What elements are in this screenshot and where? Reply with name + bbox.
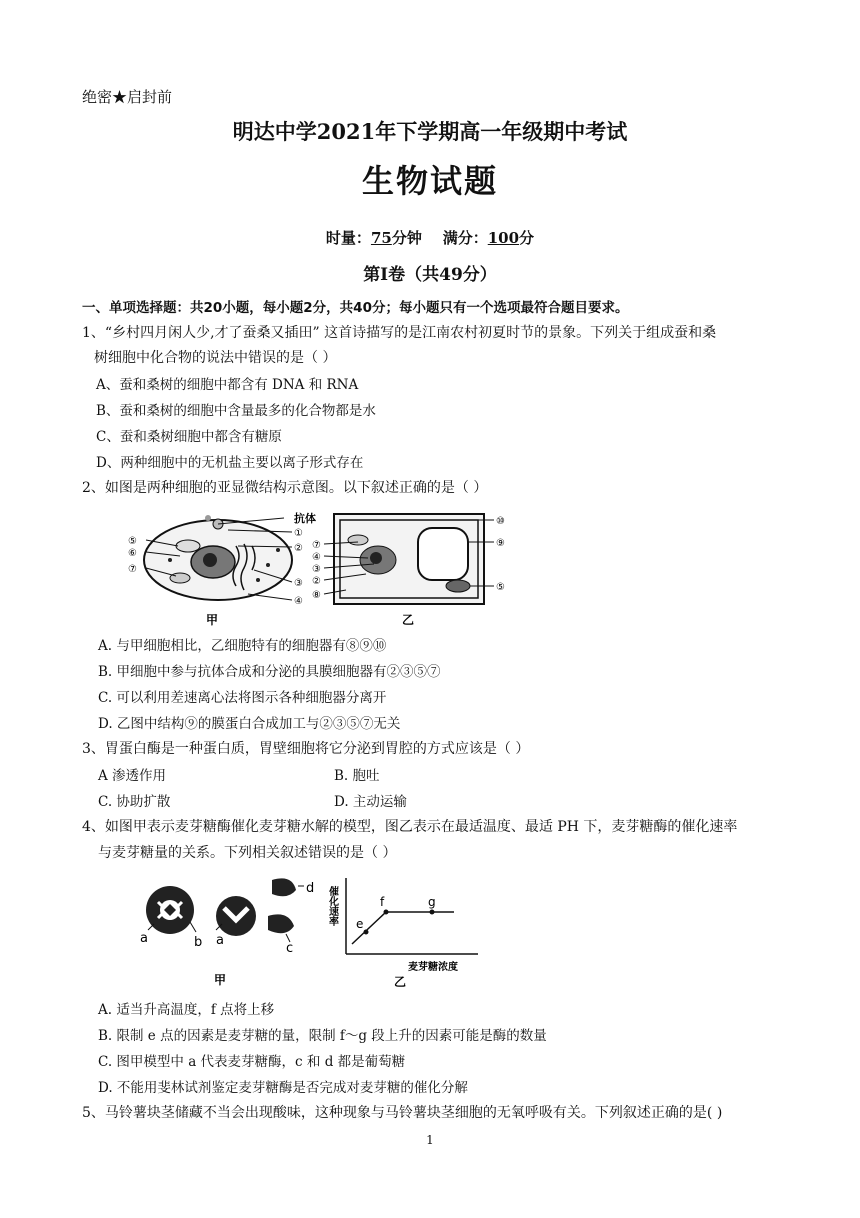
label-c: c (286, 941, 294, 956)
label-a-2: ② (294, 543, 303, 554)
time-label: 时量： (325, 229, 371, 247)
question-4-option-d: D. 不能用斐林试剂鉴定麦芽糖酶是否完成对麦芽糖的催化分解 (98, 1080, 468, 1096)
question-3-option-d: D. 主动运输 (334, 794, 407, 810)
question-3-option-b: B. 胞吐 (334, 768, 380, 784)
question-4-stem-line1: 4、如图甲表示麦芽糖酶催化麦芽糖水解的模型，图乙表示在最适温度、最适 PH 下，麦芽糖酶的催化速率 (82, 819, 738, 835)
cell-a-caption: 甲 (206, 613, 219, 627)
figure-b-caption: 乙 (394, 975, 407, 989)
label-b: b (194, 935, 203, 950)
enzyme-figure (132, 872, 492, 992)
label-b-3: ③ (312, 564, 321, 575)
label-a-1: a (140, 931, 148, 946)
question-2-option-d: D. 乙图中结构⑨的膜蛋白合成加工与②③⑤⑦无关 (98, 716, 401, 732)
question-1-option-b: B、蚕和桑树的细胞中含量最多的化合物都是水 (96, 403, 376, 419)
time-unit: 分钟 (391, 229, 422, 247)
question-2-option-b: B. 甲细胞中参与抗体合成和分泌的具膜细胞器有②③⑤⑦ (98, 664, 441, 680)
plant-cell-diagram (324, 514, 494, 604)
x-axis-label: 麦芽糖浓度 (408, 962, 458, 973)
label-b-4: ④ (312, 552, 321, 563)
question-4-stem-line2: 与麦芽糖量的关系。下列相关叙述错误的是（ ） (98, 845, 397, 861)
score-unit: 分 (519, 229, 535, 247)
label-a-5: ⑤ (128, 536, 137, 547)
question-4-option-a: A. 适当升高温度，f 点将上移 (98, 1002, 275, 1018)
page-number: 1 (426, 1133, 434, 1147)
label-a-3: ③ (294, 578, 303, 589)
enzyme-model-a (146, 886, 194, 934)
question-4-option-b: B. 限制 e 点的因素是麦芽糖的量，限制 f～g 段上升的因素可能是酶的数量 (98, 1028, 547, 1044)
question-2-stem: 2、如图是两种细胞的亚显微结构示意图。以下叙述正确的是（ ） (82, 480, 488, 496)
label-a-7: ⑦ (128, 564, 137, 575)
label-b-7: ⑦ (312, 540, 321, 551)
section-title: 一、单项选择题：共20小题，每小题2分，共40分；每小题只有一个选项最符合题目要求。 (82, 300, 629, 316)
exam-time-score (0, 227, 860, 248)
question-1-option-c: C、蚕和桑树细胞中都含有糖原 (96, 429, 282, 445)
question-1-stem-line1: 1、“乡村四月闲人少,才了蚕桑又插田” 这首诗描写的是江南农村初夏时节的景象。下列关于组成蚕和桑 (82, 325, 717, 341)
question-1-stem-line2: 树细胞中化合物的说法中错误的是（ ） (94, 350, 337, 366)
question-2-option-c: C. 可以利用差速离心法将图示各种细胞器分离开 (98, 690, 387, 706)
point-e: e (356, 917, 364, 931)
subject-title: 生物试题 (361, 162, 498, 200)
label-b-5: ⑤ (496, 582, 505, 593)
enzyme-model-b (216, 878, 296, 936)
cell-structure-figure (118, 510, 538, 630)
point-f: f (380, 895, 385, 909)
time-value: 75 (370, 229, 392, 247)
antibody-label: 抗体 (294, 512, 316, 525)
question-4-option-c: C. 图甲模型中 a 代表麦芽糖酶，c 和 d 都是葡萄糖 (98, 1054, 406, 1070)
score-value: 100 (487, 229, 520, 247)
score-label: 满分： (442, 229, 488, 247)
point-g: g (428, 895, 436, 909)
school-exam-title: 明达中学2021年下学期高一年级期中考试 (232, 119, 628, 144)
question-3-option-c: C. 协助扩散 (98, 794, 171, 810)
rate-graph (346, 878, 478, 954)
figure-a-caption: 甲 (214, 973, 227, 987)
animal-cell-diagram (144, 515, 292, 600)
label-a-2: a (216, 933, 224, 948)
label-b-2: ② (312, 576, 321, 587)
cell-b-caption: 乙 (402, 613, 415, 627)
question-1-option-a: A、蚕和桑树的细胞中都含有 DNA 和 RNA (96, 377, 359, 393)
label-a-6: ⑥ (128, 548, 137, 559)
y-axis-label: 催化速率 (326, 886, 338, 926)
label-a-4: ④ (294, 596, 303, 607)
confidential-mark: 绝密★启封前 (82, 88, 173, 106)
question-1-option-d: D、两种细胞中的无机盐主要以离子形式存在 (96, 455, 364, 471)
label-b-10: ⑩ (496, 516, 505, 527)
question-5-stem: 5、马铃薯块茎储藏不当会出现酸味，这种现象与马铃薯块茎细胞的无氧呼吸有关。下列叙述正确的是( ) (82, 1105, 723, 1121)
label-b-8: ⑧ (312, 590, 321, 601)
question-2-option-a: A. 与甲细胞相比，乙细胞特有的细胞器有⑧⑨⑩ (98, 638, 387, 654)
question-3-stem: 3、胃蛋白酶是一种蛋白质，胃壁细胞将它分泌到胃腔的方式应该是（ ） (82, 741, 530, 757)
volume-title: 第Ⅰ卷（共49分） (363, 265, 497, 285)
label-b-9: ⑨ (496, 538, 505, 549)
label-a-1: ① (294, 528, 303, 539)
label-d: d (306, 881, 315, 896)
question-3-option-a: A 渗透作用 (98, 768, 167, 784)
